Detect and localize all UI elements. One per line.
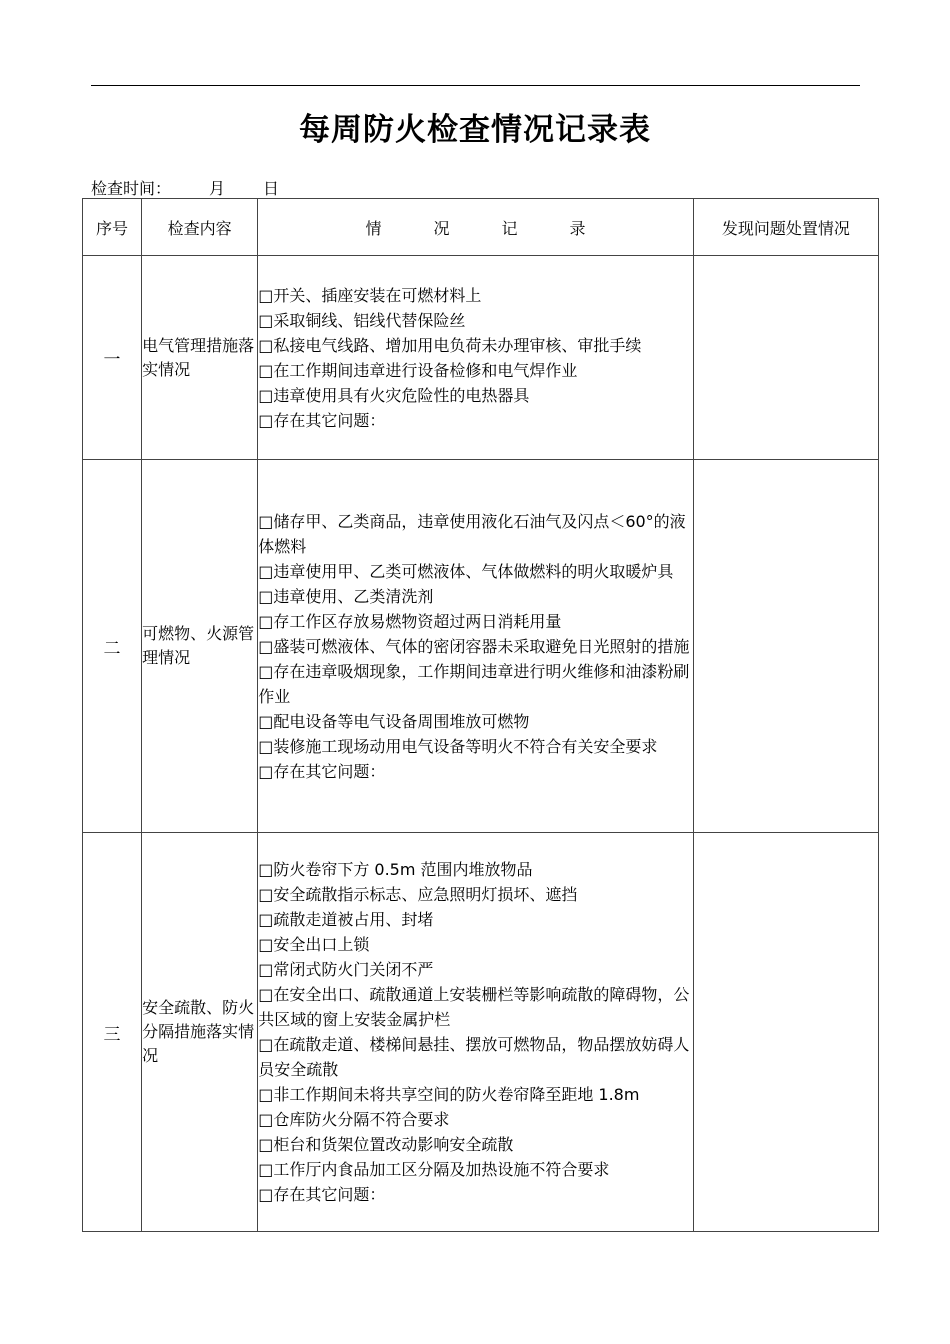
row-checklist	[258, 460, 694, 833]
checklist-item: □盛装可燃液体、气体的密闭容器未采取避免日光照射的措施	[258, 636, 690, 656]
row-handling	[693, 833, 878, 1232]
row-handling	[693, 460, 878, 833]
checklist-item: □存在其它问题：	[258, 761, 386, 781]
checklist-item: □违章使用甲、乙类可燃液体、气体做燃料的明火取暖炉具	[258, 561, 674, 581]
header-record-char: 记	[501, 218, 518, 238]
checklist-item: □装修施工现场动用电气设备等明火不符合有关安全要求	[258, 736, 658, 756]
table-row	[83, 256, 879, 460]
header-record-char: 情	[365, 218, 382, 238]
checklist-item: □在疏散走道、楼梯间悬挂、摆放可燃物品，物品摆放妨碍人员安全疏散	[258, 1035, 690, 1079]
checklist-item: □存在其它问题：	[258, 410, 386, 430]
checklist-item: □在工作期间违章进行设备检修和电气焊作业	[258, 360, 578, 380]
inspection-day-label: 日	[263, 179, 280, 198]
checklist-item: □存在违章吸烟现象，工作期间违章进行明火维修和油漆粉刷作业	[258, 661, 690, 706]
table-header-row	[83, 199, 879, 256]
header-rule	[91, 85, 860, 86]
header-record	[258, 199, 694, 256]
checklist-item: □安全出口上锁	[258, 935, 370, 954]
row-checklist	[258, 833, 694, 1232]
inspection-record-table	[82, 198, 879, 1232]
header-content: 检查内容	[142, 199, 258, 256]
inspection-month-label: 月	[209, 179, 226, 198]
checklist-item: □采取铜线、铝线代替保险丝	[258, 310, 466, 330]
checklist-item: □疏散走道被占用、封堵	[258, 910, 434, 929]
checklist-item: □在安全出口、疏散通道上安装栅栏等影响疏散的障碍物，公共区域的窗上安装金属护栏	[258, 985, 690, 1029]
row-handling	[693, 256, 878, 460]
checklist-item: □工作厅内食品加工区分隔及加热设施不符合要求	[258, 1160, 610, 1179]
checklist-item: □存工作区存放易燃物资超过两日消耗用量	[258, 611, 562, 631]
checklist-item: □违章使用具有火灾危险性的电热器具	[258, 385, 530, 405]
checklist-item: □私接电气线路、增加用电负荷未办理审核、审批手续	[258, 335, 642, 355]
header-handling: 发现问题处置情况	[693, 199, 878, 256]
checklist-item: □安全疏散指示标志、应急照明灯损坏、遮挡	[258, 885, 578, 904]
checklist-item: □开关、插座安装在可燃材料上	[258, 285, 482, 305]
checklist-item: □仓库防火分隔不符合要求	[258, 1110, 450, 1129]
row-category: 安全疏散、防火分隔措施落实情况	[142, 833, 258, 1232]
table-row	[83, 460, 879, 833]
checklist-item: □存在其它问题：	[258, 1185, 386, 1204]
inspection-date-line	[91, 176, 279, 199]
checklist-item: □违章使用、乙类清洗剂	[258, 586, 434, 606]
row-category: 电气管理措施落实情况	[142, 256, 258, 460]
row-checklist	[258, 256, 694, 460]
checklist-item: □柜台和货架位置改动影响安全疏散	[258, 1135, 514, 1154]
row-number: 三	[83, 833, 142, 1232]
inspection-date-label: 检查时间：	[91, 179, 172, 198]
checklist-item: □储存甲、乙类商品，违章使用液化石油气及闪点＜60°的液体燃料	[258, 511, 686, 556]
checklist-item: □非工作期间未将共享空间的防火卷帘降至距地 1.8m	[258, 1085, 640, 1104]
checklist-item: □配电设备等电气设备周围堆放可燃物	[258, 711, 530, 731]
header-record-char: 录	[569, 218, 586, 238]
page-title: 每周防火检查情况记录表	[299, 112, 651, 148]
header-record-char: 况	[433, 218, 450, 238]
header-no: 序号	[83, 199, 142, 256]
row-number: 二	[83, 460, 142, 833]
table-row	[83, 833, 879, 1232]
checklist-item: □常闭式防火门关闭不严	[258, 960, 434, 979]
checklist-item: □防火卷帘下方 0.5m 范围内堆放物品	[258, 860, 533, 879]
row-category: 可燃物、火源管理情况	[142, 460, 258, 833]
row-number: 一	[83, 256, 142, 460]
